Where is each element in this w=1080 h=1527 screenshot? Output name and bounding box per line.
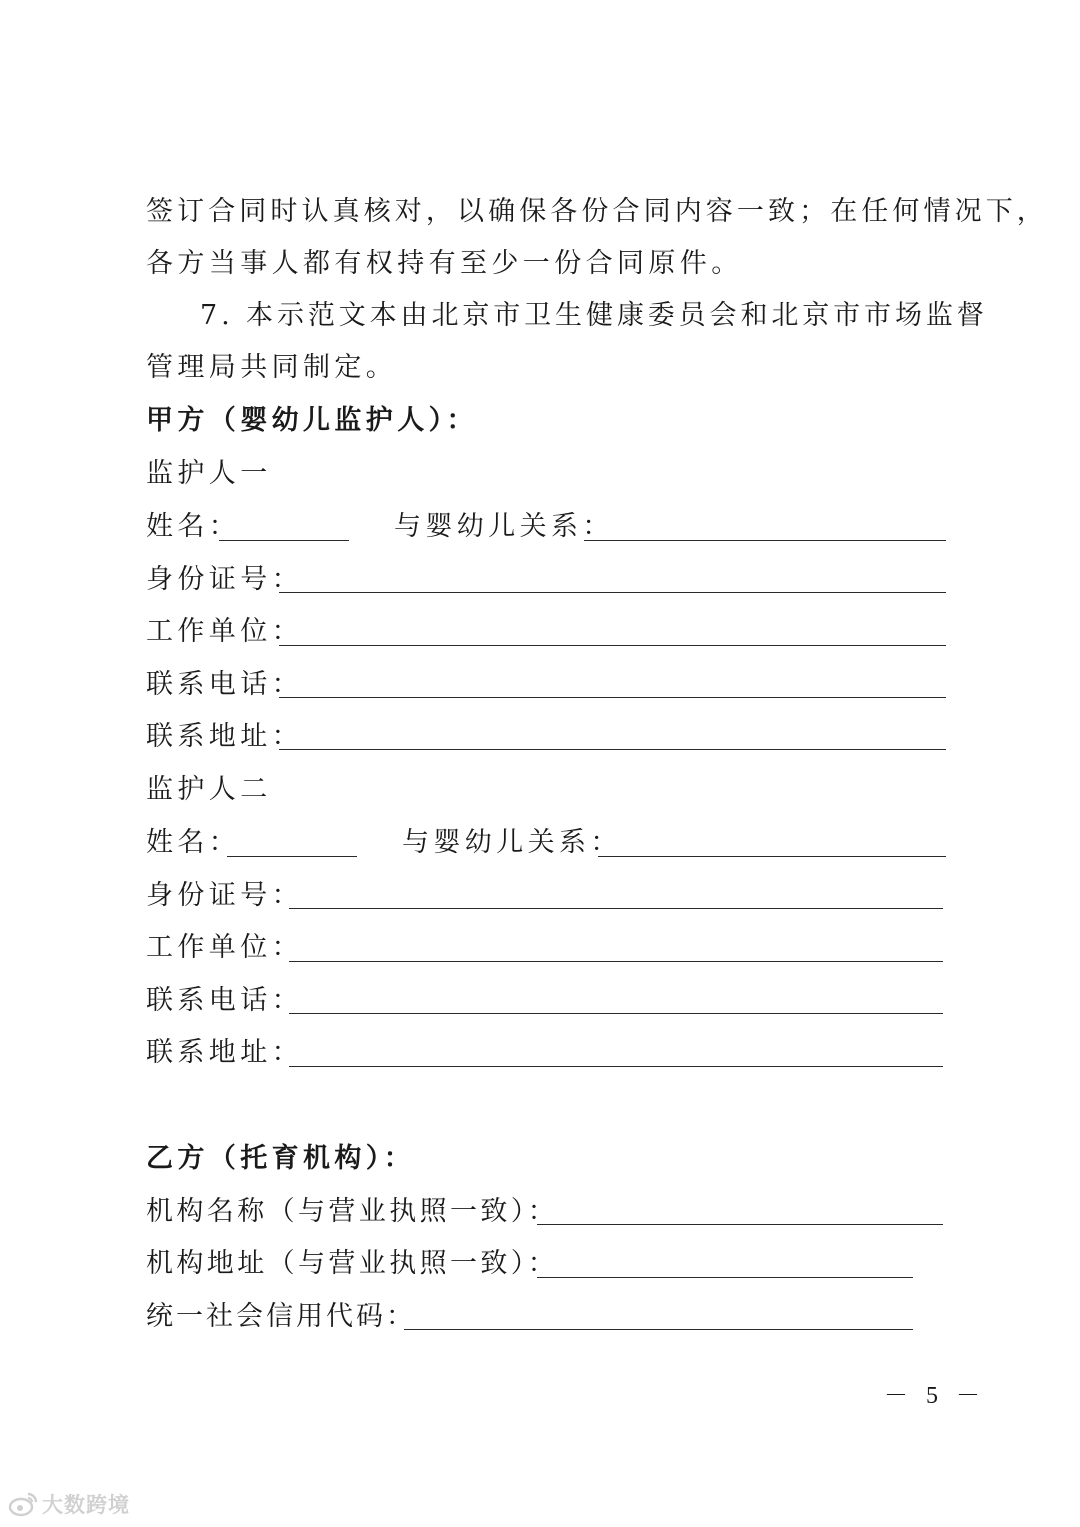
party-b-heading: 乙方（托育机构）： [146, 1143, 416, 1174]
guardian-2-relation-field[interactable] [598, 856, 946, 857]
guardian-2-address-field[interactable] [289, 1066, 943, 1067]
weibo-logo-icon [8, 1491, 38, 1517]
guardian-1-address-field[interactable] [279, 749, 946, 750]
guardian-2-name-label: 姓名： [146, 827, 241, 858]
guardian-2-title: 监护人二 [146, 774, 272, 805]
paragraph-line: 各方当事人都有权持有至少一份合同原件。 [146, 248, 743, 279]
watermark-text: 大数跨境 [42, 1493, 130, 1517]
guardian-2-relation-label: 与婴幼儿关系： [402, 827, 622, 858]
credit-code-field[interactable] [404, 1329, 913, 1330]
guardian-1-relation-field[interactable] [584, 540, 946, 541]
page-number: － 5 － [884, 1383, 986, 1409]
guardian-1-work-field[interactable] [279, 645, 946, 646]
guardian-1-phone-label: 联系电话： [146, 669, 303, 700]
guardian-1-work-label: 工作单位： [146, 616, 303, 647]
watermark [8, 1489, 130, 1519]
credit-code-label: 统一社会信用代码： [146, 1301, 416, 1332]
org-name-field[interactable] [537, 1224, 943, 1225]
guardian-2-address-label: 联系地址： [146, 1037, 303, 1068]
guardian-2-name-field[interactable] [227, 856, 357, 857]
guardian-2-id-label: 身份证号： [146, 880, 303, 911]
paragraph-line: 签订合同时认真核对，以确保各份合同内容一致；在任何情况下， [146, 196, 1048, 227]
org-name-label: 机构名称（与营业执照一致）： [146, 1196, 559, 1227]
guardian-1-name-label: 姓名： [146, 511, 241, 542]
guardian-2-id-field[interactable] [289, 908, 943, 909]
guardian-1-id-field[interactable] [279, 592, 946, 593]
guardian-1-phone-field[interactable] [279, 697, 946, 698]
guardian-2-phone-label: 联系电话： [146, 985, 303, 1016]
party-a-heading: 甲方（婴幼儿监护人）： [146, 405, 478, 436]
guardian-1-title: 监护人一 [146, 458, 272, 489]
paragraph-line: 7. 本示范文本由北京市卫生健康委员会和北京市市场监督 [200, 300, 988, 331]
org-address-field[interactable] [537, 1277, 913, 1278]
paragraph-line: 管理局共同制定。 [146, 352, 398, 383]
guardian-2-work-label: 工作单位： [146, 932, 303, 963]
guardian-1-id-label: 身份证号： [146, 564, 303, 595]
guardian-1-name-field[interactable] [219, 540, 349, 541]
guardian-1-relation-label: 与婴幼儿关系： [394, 511, 614, 542]
guardian-2-work-field[interactable] [289, 961, 943, 962]
guardian-2-phone-field[interactable] [289, 1013, 943, 1014]
org-address-label: 机构地址（与营业执照一致）： [146, 1248, 559, 1279]
guardian-1-address-label: 联系地址： [146, 721, 303, 752]
